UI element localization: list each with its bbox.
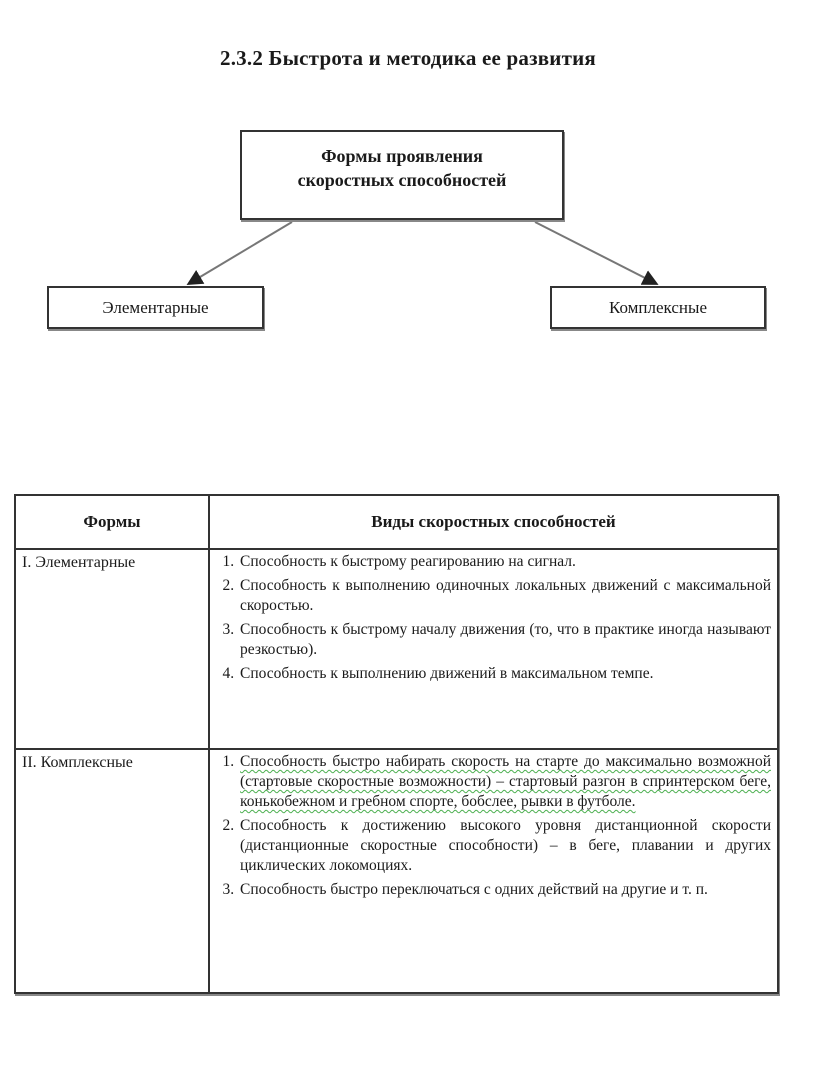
form-cell: I. Элементарные	[15, 549, 209, 749]
arrow-to-elementary	[190, 222, 292, 283]
speed-abilities-table	[14, 494, 779, 994]
table-row	[15, 749, 778, 993]
root-label-line2: скоростных способностей	[297, 170, 507, 190]
list-item: 3. Способность быстро переключаться с одних действий на другие и т. п.	[238, 880, 771, 900]
diagram-elementary-box	[47, 286, 264, 329]
elementary-label: Элементарные	[102, 297, 209, 317]
header-forms: Формы	[15, 495, 209, 549]
list-item: 3. Способность к быстрому началу движения (то, что в практике иногда называют резкостью).	[238, 620, 771, 660]
types-list	[218, 752, 771, 900]
form-cell: II. Комплексные	[15, 749, 209, 993]
section-title: 2.3.2 Быстрота и методика ее развития	[220, 46, 596, 70]
root-label-line1: Формы проявления	[321, 146, 483, 166]
arrow-to-complex	[535, 222, 655, 283]
list-item: 2. Способность к выполнению одиночных локальных движений с максимальной скоростью.	[238, 576, 771, 616]
diagram-root-box	[240, 130, 564, 220]
list-item: 4. Способность к выполнению движений в максимальном темпе.	[238, 664, 771, 684]
types-list	[218, 552, 771, 684]
list-item: 1. Способность быстро набирать скорость на старте до максимально возможной (стартовые скоростные возможности) – стартовый разгон в спринтерском беге, конькобежном и гребном спорте, бобслее, рывки в футболе.	[238, 752, 771, 812]
table-row	[15, 549, 778, 749]
table-header-row	[15, 495, 778, 549]
types-cell	[209, 549, 778, 749]
list-item: 1. Способность к быстрому реагированию на сигнал.	[238, 552, 771, 572]
diagram-complex-box	[550, 286, 766, 329]
types-cell	[209, 749, 778, 993]
list-item: 2. Способность к достижению высокого уровня дистанционной скорости (дистанционные скоростные способности) – в беге, плавании и других циклических локомоциях.	[238, 816, 771, 876]
complex-label: Комплексные	[609, 297, 707, 317]
header-types: Виды скоростных способностей	[209, 495, 778, 549]
